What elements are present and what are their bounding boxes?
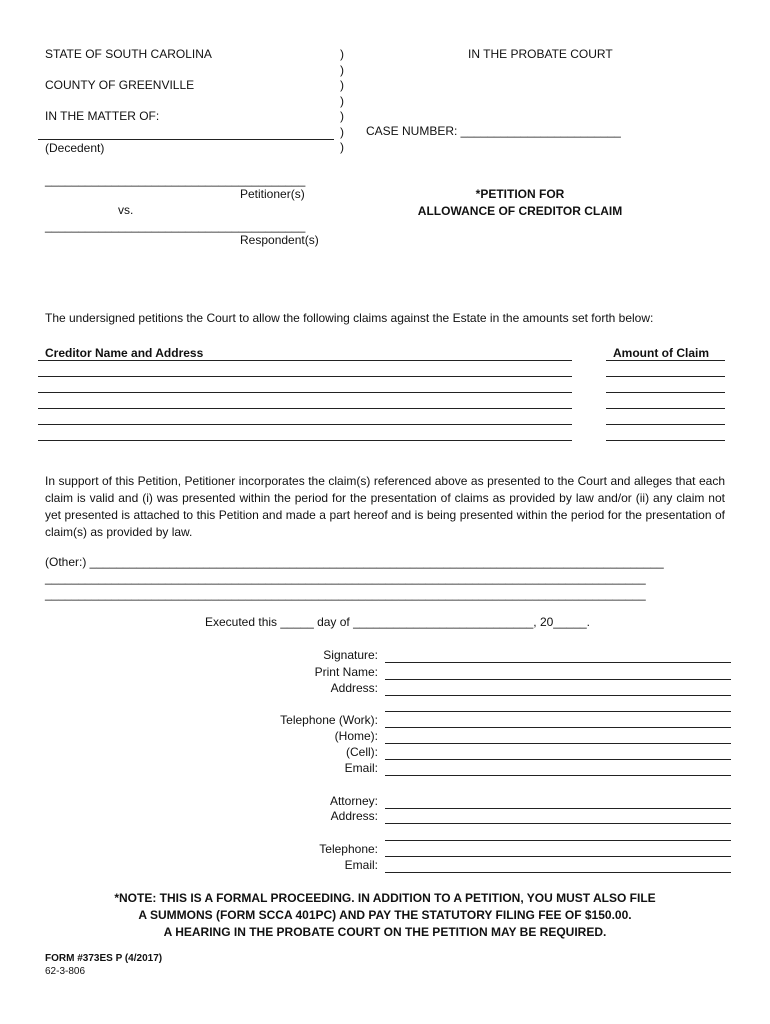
vs-label: vs. bbox=[118, 203, 134, 217]
decedent-label: (Decedent) bbox=[45, 141, 105, 155]
formal-proceeding-note bbox=[60, 890, 710, 941]
attorney-email-label: Email: bbox=[344, 858, 378, 872]
attorney-address-label: Address: bbox=[330, 809, 378, 823]
signature-line[interactable] bbox=[385, 662, 731, 663]
creditor-line[interactable] bbox=[38, 360, 572, 361]
address-label: Address: bbox=[330, 681, 378, 695]
note-line-1: *NOTE: THIS IS A FORMAL PROCEEDING. IN ADDITION TO A PETITION, YOU MUST ALSO FILE bbox=[114, 891, 656, 905]
other-line-1[interactable]: (Other:) ______________________________________________________________________________________ bbox=[45, 555, 664, 569]
address-line-2[interactable] bbox=[385, 711, 731, 712]
attorney-email-line[interactable] bbox=[385, 872, 731, 873]
cell-label: (Cell): bbox=[346, 745, 378, 759]
decedent-name-line[interactable] bbox=[38, 139, 334, 140]
attorney-label: Attorney: bbox=[329, 794, 378, 808]
attorney-address-line[interactable] bbox=[385, 823, 731, 824]
support-paragraph: In support of this Petition, Petitioner incorporates the claim(s) referenced above as presented to the Court and alleges that each claim is valid and (i) was presented within the period for the presentation of claims as provided by law and/or (ii) any claim not yet presented is attached to this Petition and made a part hereof and is being presented within the period for the presentation of claim(s) as provided by law. bbox=[45, 474, 725, 539]
court-label: IN THE PROBATE COURT bbox=[468, 47, 613, 61]
attorney-address-line-2[interactable] bbox=[385, 840, 731, 841]
county-label: COUNTY OF GREENVILLE bbox=[45, 78, 195, 92]
attorney-telephone-label: Telephone: bbox=[319, 842, 378, 856]
amount-line[interactable] bbox=[606, 360, 725, 361]
signature-label: Signature: bbox=[323, 648, 378, 662]
amount-column-header: Amount of Claim bbox=[613, 346, 709, 360]
respondent-label: Respondent(s) bbox=[240, 233, 319, 247]
petitioner-label: Petitioner(s) bbox=[240, 187, 305, 201]
print-name-label: Print Name: bbox=[314, 665, 378, 679]
form-title-line2: ALLOWANCE OF CREDITOR CLAIM bbox=[417, 204, 623, 218]
attorney-line[interactable] bbox=[385, 808, 731, 809]
note-line-3: A HEARING IN THE PROBATE COURT ON THE PETITION MAY BE REQUIRED. bbox=[163, 925, 607, 939]
header-parentheses: ) ) ) ) ) ) ) bbox=[340, 47, 344, 154]
statute-reference: 62-3-806 bbox=[45, 966, 86, 977]
matter-label: IN THE MATTER OF: bbox=[45, 109, 160, 123]
creditor-line[interactable] bbox=[38, 408, 572, 409]
form-title bbox=[370, 186, 670, 220]
amount-line[interactable] bbox=[606, 392, 725, 393]
email-label: Email: bbox=[344, 761, 378, 775]
respondent-line[interactable]: _______________________________________ bbox=[45, 219, 306, 233]
address-line[interactable] bbox=[385, 695, 731, 696]
amount-line[interactable] bbox=[606, 408, 725, 409]
creditor-column-header: Creditor Name and Address bbox=[45, 346, 204, 360]
petitioner-line[interactable]: _______________________________________ bbox=[45, 173, 306, 187]
creditor-line[interactable] bbox=[38, 440, 572, 441]
amount-line[interactable] bbox=[606, 424, 725, 425]
note-line-2: A SUMMONS (FORM SCCA 401PC) AND PAY THE STATUTORY FILING FEE OF $150.00. bbox=[138, 908, 632, 922]
home-label: (Home): bbox=[334, 729, 378, 743]
email-line[interactable] bbox=[385, 775, 731, 776]
form-number: FORM #373ES P (4/2017) bbox=[45, 953, 163, 964]
print-name-line[interactable] bbox=[385, 679, 731, 680]
other-line-3[interactable]: __________________________________________________________________________________________ bbox=[45, 587, 646, 601]
home-line[interactable] bbox=[385, 743, 731, 744]
amount-line[interactable] bbox=[606, 376, 725, 377]
intro-text: The undersigned petitions the Court to allow the following claims against the Estate in the amounts set forth below: bbox=[45, 311, 654, 325]
attorney-telephone-line[interactable] bbox=[385, 856, 731, 857]
cell-line[interactable] bbox=[385, 759, 731, 760]
other-line-2[interactable]: __________________________________________________________________________________________ bbox=[45, 571, 646, 585]
state-label: STATE OF SOUTH CAROLINA bbox=[45, 47, 212, 61]
case-number-field[interactable]: CASE NUMBER: ________________________ bbox=[366, 124, 621, 138]
telephone-work-label: Telephone (Work): bbox=[280, 713, 378, 727]
creditor-line[interactable] bbox=[38, 424, 572, 425]
creditor-line[interactable] bbox=[38, 376, 572, 377]
creditor-line[interactable] bbox=[38, 392, 572, 393]
executed-line[interactable]: Executed this _____ day of ___________________________, 20_____. bbox=[205, 615, 591, 629]
telephone-work-line[interactable] bbox=[385, 727, 731, 728]
amount-line[interactable] bbox=[606, 440, 725, 441]
form-title-line1: *PETITION FOR bbox=[475, 187, 565, 201]
